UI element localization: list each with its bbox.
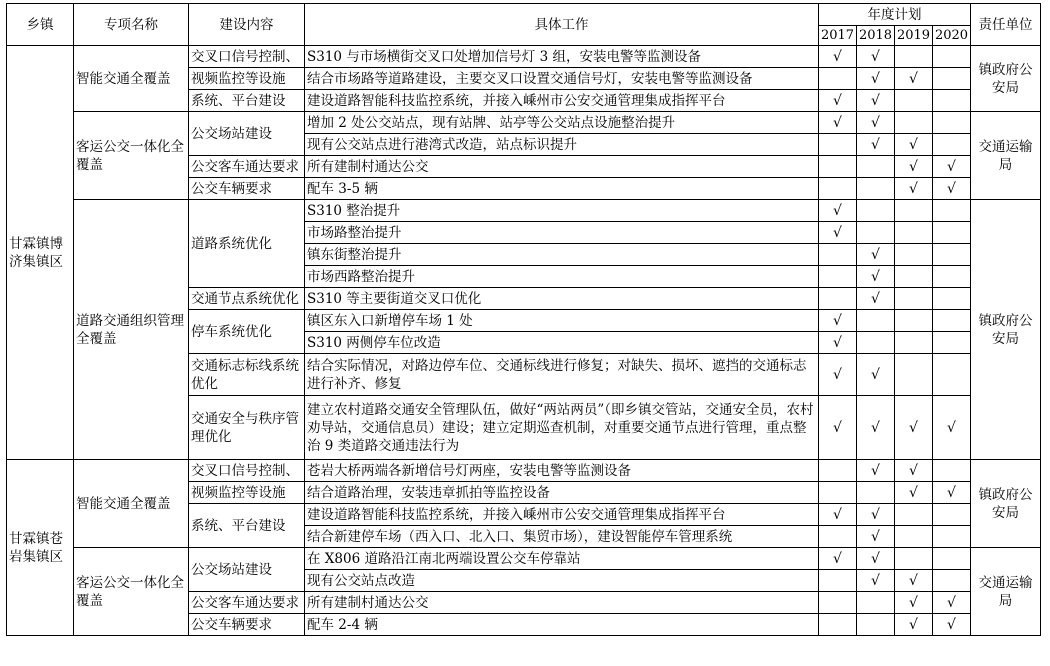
year-check: √ xyxy=(819,504,857,526)
year-check: √ xyxy=(857,244,895,266)
year-check: √ xyxy=(857,396,895,460)
year-check xyxy=(819,570,857,592)
year-check xyxy=(895,332,933,354)
work-cell: 建设道路智能科技监控系统，并接入嵊州市公安交通管理集成指挥平台 xyxy=(305,504,819,526)
content-cell: 交通节点系统优化 xyxy=(189,288,305,310)
content-cell: 公交场站建设 xyxy=(189,548,305,592)
work-cell: 结合道路治理，安装违章抓拍等监控设备 xyxy=(305,482,819,504)
project-cell: 客运公交一体化全覆盖 xyxy=(74,548,189,636)
year-check: √ xyxy=(895,68,933,90)
year-check: √ xyxy=(933,396,971,460)
plan-table xyxy=(6,3,1041,636)
year-check: √ xyxy=(819,112,857,134)
year-check xyxy=(895,46,933,68)
year-check xyxy=(895,90,933,112)
year-check xyxy=(933,68,971,90)
content-cell: 视频监控等设施 xyxy=(189,68,305,90)
year-check xyxy=(819,134,857,156)
year-check xyxy=(819,68,857,90)
year-check: √ xyxy=(857,134,895,156)
header-work: 具体工作 xyxy=(305,4,819,46)
town-cell: 甘霖镇苍岩集镇区 xyxy=(7,460,74,636)
work-cell: 市场路整治提升 xyxy=(305,222,819,244)
year-check: √ xyxy=(819,332,857,354)
year-check xyxy=(933,244,971,266)
year-check: √ xyxy=(819,396,857,460)
work-cell: 结合新建停车场（西入口、北入口、集贸市场），建设智能停车管理系统 xyxy=(305,526,819,548)
year-check xyxy=(895,112,933,134)
town-cell: 甘霖镇博济集镇区 xyxy=(7,46,74,460)
year-check: √ xyxy=(895,570,933,592)
header-project: 专项名称 xyxy=(74,4,189,46)
content-cell: 系统、平台建设 xyxy=(189,504,305,548)
content-cell: 交通标志标线系统优化 xyxy=(189,354,305,396)
year-check xyxy=(933,288,971,310)
year-check xyxy=(895,244,933,266)
year-check xyxy=(895,504,933,526)
header-year: 2019 xyxy=(895,26,933,46)
header-year: 2018 xyxy=(857,26,895,46)
year-check xyxy=(933,570,971,592)
year-check: √ xyxy=(857,266,895,288)
work-cell: S310 等主要街道交叉口优化 xyxy=(305,288,819,310)
work-cell: 结合市场路等道路建设，主要交叉口设置交通信号灯，安装电警等监测设备 xyxy=(305,68,819,90)
content-cell: 公交客车通达要求 xyxy=(189,592,305,614)
work-cell: S310 两侧停车位改造 xyxy=(305,332,819,354)
year-check xyxy=(933,134,971,156)
year-check: √ xyxy=(857,68,895,90)
year-check: √ xyxy=(819,46,857,68)
work-cell: 结合实际情况，对路边停车位、交通标线进行修复；对缺失、损坏、遮挡的交通标志进行补齐、修复 xyxy=(305,354,819,396)
year-check: √ xyxy=(895,482,933,504)
year-check xyxy=(857,482,895,504)
year-check xyxy=(895,548,933,570)
content-cell: 系统、平台建设 xyxy=(189,90,305,112)
year-check xyxy=(895,200,933,222)
year-check: √ xyxy=(857,112,895,134)
year-check xyxy=(895,354,933,396)
header-town: 乡镇 xyxy=(7,4,74,46)
header-year: 2020 xyxy=(933,26,971,46)
year-check xyxy=(933,504,971,526)
year-check xyxy=(819,482,857,504)
year-check: √ xyxy=(895,396,933,460)
year-check xyxy=(933,46,971,68)
content-cell: 公交车辆要求 xyxy=(189,178,305,200)
content-cell: 道路系统优化 xyxy=(189,200,305,288)
year-check xyxy=(933,222,971,244)
year-check: √ xyxy=(857,504,895,526)
year-check: √ xyxy=(895,460,933,482)
work-cell: 增加 2 处公交站点，现有站牌、站亭等公交站点设施整治提升 xyxy=(305,112,819,134)
year-check xyxy=(819,614,857,636)
year-check xyxy=(819,266,857,288)
year-check: √ xyxy=(857,570,895,592)
unit-cell: 镇政府公安局 xyxy=(971,46,1041,112)
year-check xyxy=(895,310,933,332)
work-cell: 配车 3-5 辆 xyxy=(305,178,819,200)
year-check xyxy=(819,592,857,614)
year-check: √ xyxy=(857,548,895,570)
year-check: √ xyxy=(933,614,971,636)
year-check xyxy=(819,244,857,266)
content-cell: 公交场站建设 xyxy=(189,112,305,156)
content-cell: 公交客车通达要求 xyxy=(189,156,305,178)
year-check xyxy=(933,200,971,222)
year-check: √ xyxy=(895,614,933,636)
year-check xyxy=(933,332,971,354)
year-check: √ xyxy=(819,222,857,244)
year-check xyxy=(933,526,971,548)
project-cell: 智能交通全覆盖 xyxy=(74,46,189,112)
year-check: √ xyxy=(857,460,895,482)
work-cell: 现有公交站点进行港湾式改造，站点标识提升 xyxy=(305,134,819,156)
work-cell: 市场西路整治提升 xyxy=(305,266,819,288)
year-check xyxy=(857,200,895,222)
content-cell: 交叉口信号控制、 xyxy=(189,46,305,68)
unit-cell: 镇政府公安局 xyxy=(971,200,1041,460)
content-cell: 交通安全与秩序管理优化 xyxy=(189,396,305,460)
year-check: √ xyxy=(819,200,857,222)
unit-cell: 交通运输局 xyxy=(971,112,1041,200)
year-check xyxy=(857,310,895,332)
unit-cell: 交通运输局 xyxy=(971,548,1041,636)
content-cell: 视频监控等设施 xyxy=(189,482,305,504)
header-plan: 年度计划 xyxy=(819,4,971,26)
work-cell: S310 与市场横街交叉口处增加信号灯 3 组，安装电警等监测设备 xyxy=(305,46,819,68)
year-check xyxy=(933,310,971,332)
year-check: √ xyxy=(819,310,857,332)
year-check xyxy=(933,354,971,396)
plan-document xyxy=(6,3,1041,636)
year-check: √ xyxy=(819,548,857,570)
content-cell: 停车系统优化 xyxy=(189,310,305,354)
year-check: √ xyxy=(895,178,933,200)
project-cell: 客运公交一体化全覆盖 xyxy=(74,112,189,200)
year-check: √ xyxy=(819,354,857,396)
work-cell: 现有公交站点改造 xyxy=(305,570,819,592)
header-year: 2017 xyxy=(819,26,857,46)
year-check: √ xyxy=(933,482,971,504)
work-cell: 建立农村道路交通安全管理队伍，做好“两站两员”（即乡镇交管站，交通安全员，农村劝导站，交通信息员）建设；建立定期巡查机制，对重要交通节点进行管理，重点整治 9 类道路交通违法行为 xyxy=(305,396,819,460)
year-check xyxy=(819,156,857,178)
year-check xyxy=(857,222,895,244)
year-check xyxy=(857,178,895,200)
unit-cell: 镇政府公安局 xyxy=(971,460,1041,548)
year-check xyxy=(933,548,971,570)
year-check xyxy=(895,222,933,244)
work-cell: 镇东街整治提升 xyxy=(305,244,819,266)
year-check xyxy=(819,288,857,310)
year-check: √ xyxy=(933,178,971,200)
work-cell: 建设道路智能科技监控系统，并接入嵊州市公安交通管理集成指挥平台 xyxy=(305,90,819,112)
year-check xyxy=(857,156,895,178)
year-check xyxy=(819,526,857,548)
year-check xyxy=(819,460,857,482)
header-unit: 责任单位 xyxy=(971,4,1041,46)
year-check xyxy=(819,178,857,200)
year-check xyxy=(895,288,933,310)
year-check: √ xyxy=(933,592,971,614)
year-check xyxy=(933,460,971,482)
project-cell: 道路交通组织管理全覆盖 xyxy=(74,200,189,460)
year-check: √ xyxy=(857,288,895,310)
work-cell: 苍岩大桥两端各新增信号灯两座，安装电警等监测设备 xyxy=(305,460,819,482)
year-check xyxy=(933,112,971,134)
year-check: √ xyxy=(857,526,895,548)
year-check: √ xyxy=(895,592,933,614)
work-cell: S310 整治提升 xyxy=(305,200,819,222)
year-check: √ xyxy=(857,354,895,396)
content-cell: 交叉口信号控制、 xyxy=(189,460,305,482)
work-cell: 镇区东入口新增停车场 1 处 xyxy=(305,310,819,332)
year-check xyxy=(857,332,895,354)
content-cell: 公交车辆要求 xyxy=(189,614,305,636)
year-check xyxy=(895,266,933,288)
year-check xyxy=(857,592,895,614)
year-check: √ xyxy=(857,46,895,68)
year-check: √ xyxy=(933,156,971,178)
year-check: √ xyxy=(895,134,933,156)
work-cell: 配车 2-4 辆 xyxy=(305,614,819,636)
work-cell: 在 X806 道路沿江南北两端设置公交车停靠站 xyxy=(305,548,819,570)
year-check xyxy=(857,614,895,636)
year-check xyxy=(933,90,971,112)
year-check: √ xyxy=(895,156,933,178)
year-check: √ xyxy=(819,90,857,112)
year-check: √ xyxy=(857,90,895,112)
work-cell: 所有建制村通达公交 xyxy=(305,592,819,614)
year-check xyxy=(895,526,933,548)
work-cell: 所有建制村通达公交 xyxy=(305,156,819,178)
header-content: 建设内容 xyxy=(189,4,305,46)
year-check xyxy=(933,266,971,288)
project-cell: 智能交通全覆盖 xyxy=(74,460,189,548)
